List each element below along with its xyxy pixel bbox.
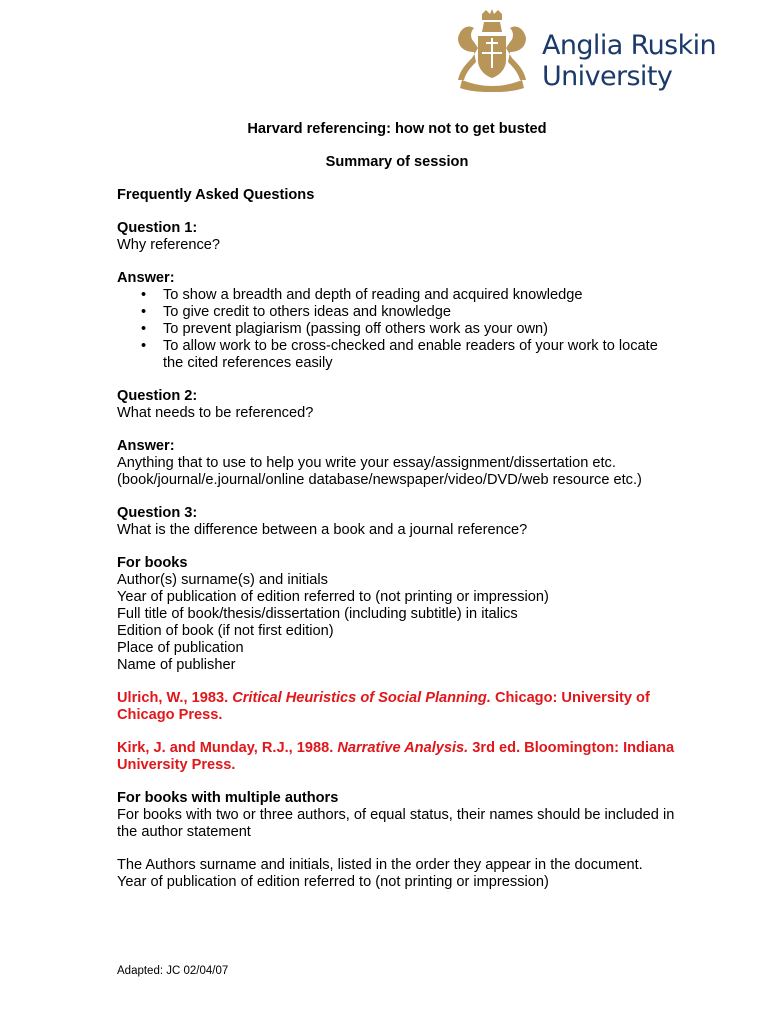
multi-author-heading: For books with multiple authors [117,790,339,806]
question-2-text: What needs to be referenced? [117,405,314,421]
answer-1-bullet: • To give credit to others ideas and knowledge [163,304,677,321]
answer-1-bullet: • To prevent plagiarism (passing off others work as your own) [163,321,677,338]
question-1-label: Question 1: [117,220,198,236]
books-heading: For books [117,555,188,571]
question-2-label: Question 2: [117,388,198,404]
reference-example-2 [117,740,677,774]
question-1-text: Why reference? [117,237,221,253]
books-line: Name of publisher [117,657,236,673]
university-name-line1: Anglia Ruskin [542,30,717,61]
books-line: Author(s) surname(s) and initials [117,572,328,588]
document-subtitle: Summary of session [325,154,469,170]
reference-example-2-title: Narrative Analysis. [337,740,469,756]
books-line: Full title of book/thesis/dissertation (including subtitle) in italics [117,606,518,622]
books-line: Place of publication [117,640,244,656]
multi-author-line: Year of publication of edition referred to (not printing or impression) [117,874,549,890]
document-title: Harvard referencing: how not to get busted [247,121,547,137]
university-logo [452,8,742,92]
question-3-text: What is the difference between a book and a journal reference? [117,522,528,538]
faq-heading: Frequently Asked Questions [117,187,315,203]
reference-example-2-publisher: 3rd ed. Bloomington: Indiana University Press. [117,740,675,773]
question-3-label: Question 3: [117,505,198,521]
reference-example-1-author: Ulrich, W., 1983. [117,690,233,706]
reference-example-1-title: Critical Heuristics of Social Planning. [232,690,491,706]
answer-2-text: Anything that to use to help you write your essay/assignment/dissertation etc. (book/journal/e.journal/online database/newspaper/video/DVD/web resource etc.) [117,455,642,488]
crest-icon [452,8,532,92]
university-name-line2: University [542,61,673,92]
reference-example-1 [117,690,677,724]
multi-author-line: The Authors surname and initials, listed in the order they appear in the document. [117,857,643,873]
footer-note: Adapted: JC 02/04/07 [117,965,229,977]
books-line: Edition of book (if not first edition) [117,623,334,639]
answer-1-bullet: • To allow work to be cross-checked and enable readers of your work to locate the cited references easily [163,338,677,372]
reference-example-2-author: Kirk, J. and Munday, R.J., 1988. [117,740,338,756]
books-line: Year of publication of edition referred to (not printing or impression) [117,589,549,605]
answer-1-label: Answer: [117,270,175,286]
answer-1-list [117,287,677,372]
answer-1-bullet: • To show a breadth and depth of reading and acquired knowledge [163,287,677,304]
document-body [117,121,677,891]
multi-author-text: For books with two or three authors, of equal status, their names should be included in the author statement [117,807,675,840]
reference-example-1-publisher: Chicago: University of Chicago Press. [117,690,650,723]
university-name [542,30,716,92]
answer-2-label: Answer: [117,438,175,454]
